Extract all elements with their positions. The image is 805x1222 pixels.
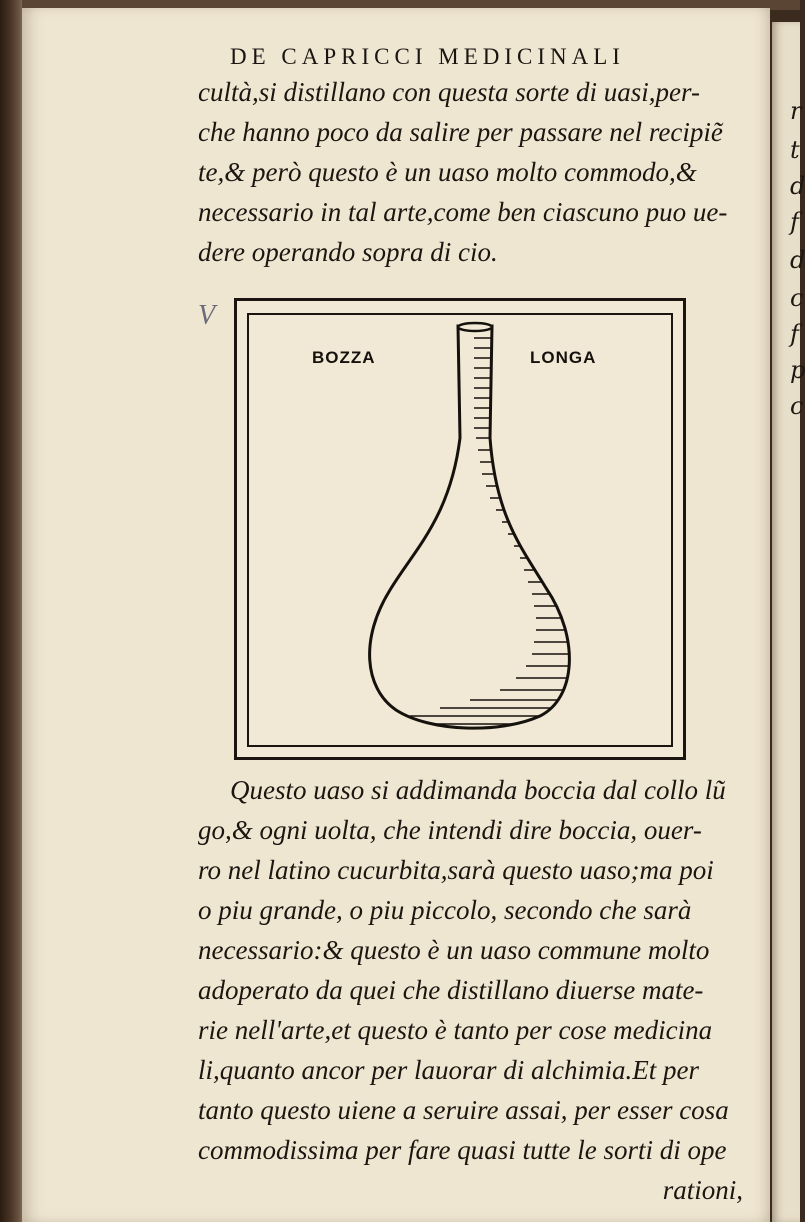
book-spine (0, 0, 24, 1222)
text-line: adoperato da quei che distillano diuerse mate- (198, 975, 704, 1005)
next-page-fragment: f (790, 320, 799, 348)
next-page-fragment: d (790, 246, 805, 274)
text-line: dere operando sopra di cio. (198, 237, 498, 267)
paragraph-bottom (198, 770, 743, 1205)
next-page-fragment: r (790, 97, 802, 125)
text-line: che hanno poco da salire per passare nel recipiẽ (198, 117, 723, 147)
text-line: cultà,si distillano con questa sorte di uasi,per- (198, 77, 700, 107)
next-page-fragment: d (790, 172, 805, 200)
figure-label-right: LONGA (530, 348, 597, 367)
next-page-fragment: c (790, 284, 804, 312)
next-page-fragment: t (790, 136, 800, 164)
paragraph-top (198, 72, 743, 272)
next-page-fragment: p (790, 356, 805, 384)
text-line: necessario in tal arte,come ben ciascuno puo ue- (198, 197, 728, 227)
next-page-fragment: f (790, 208, 799, 236)
text-line: necessario:& questo è un uaso commune molto (198, 935, 710, 965)
next-page-edge (772, 22, 805, 1222)
text-line: tanto questo uiene a seruire assai, per esser cosa (198, 1095, 729, 1125)
text-line: commodissima per fare quasi tutte le sorti di ope (198, 1135, 727, 1165)
text-line: ro nel latino cucurbita,sarà questo uaso;ma poi (198, 855, 714, 885)
text-line: rie nell'arte,et questo è tanto per cose medicina (198, 1015, 713, 1045)
flask-mouth (458, 323, 492, 331)
text-line: go,& ogni uolta, che intendi dire boccia, ouer- (198, 815, 702, 845)
text-line: o piu grande, o piu piccolo, secondo che sarà (198, 895, 692, 925)
running-header: DE CAPRICCI MEDICINALI (230, 44, 625, 69)
text-line: te,& però questo è un uaso molto commodo,& (198, 157, 697, 187)
text-line: Questo uaso si addimanda boccia dal collo lũ (230, 775, 726, 805)
long-neck-flask-icon (350, 318, 590, 738)
margin-marker: V (198, 300, 216, 331)
text-line: rationi, (662, 1175, 743, 1205)
figure-label-left: BOZZA (312, 348, 376, 367)
next-page-fragment: c (790, 392, 804, 420)
text-line: li,quanto ancor per lauorar di alchimia.Et per (198, 1055, 699, 1085)
